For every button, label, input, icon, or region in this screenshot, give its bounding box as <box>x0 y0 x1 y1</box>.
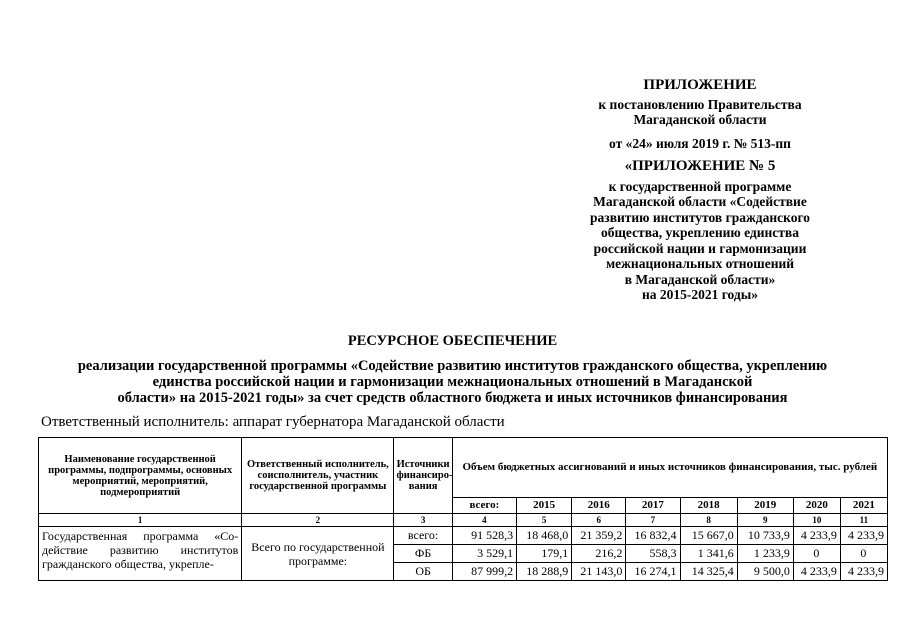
column-number: 1 <box>39 514 242 527</box>
value-cell: 91 528,3 <box>452 527 516 545</box>
value-cell: 87 999,2 <box>452 563 516 581</box>
header-year: 2018 <box>680 498 737 514</box>
column-number: 7 <box>626 514 680 527</box>
appendix-line: к государственной программе <box>608 178 792 194</box>
header-total: всего: <box>452 498 516 514</box>
value-cell: 10 733,9 <box>737 527 793 545</box>
source-cell: ФБ <box>394 545 452 563</box>
program-name-cell: Государственная программа «Со-действие развитию институтов гражданского общества, укрепле- <box>39 527 242 581</box>
value-cell: 21 359,2 <box>572 527 626 545</box>
value-cell: 9 500,0 <box>737 563 793 581</box>
document-title-block <box>40 333 865 406</box>
document-subtitle: единства российской нации и гармонизации межнациональных отношений в Магаданской <box>152 374 753 390</box>
appendix-line: общества, укреплению единства <box>601 225 799 240</box>
appendix-line: на 2015-2021 годы» <box>641 287 759 302</box>
header-executor: Ответственный исполнитель, соисполнитель, участник государственной программы <box>242 438 394 514</box>
source-cell: всего: <box>394 527 452 545</box>
appendix-title: ПРИЛОЖЕНИЕ <box>643 77 757 93</box>
header-volume: Объем бюджетных ассигнований и иных источников финансирования, тыс. рублей <box>452 438 887 498</box>
column-number: 11 <box>840 514 887 527</box>
appendix-line: российской нации и гармонизации <box>593 240 807 256</box>
column-number: 8 <box>680 514 737 527</box>
column-number: 4 <box>452 514 516 527</box>
document-subtitle: области» на 2015-2021 годы» за счет средств областного бюджета и иных источников финансирования <box>117 390 788 406</box>
value-cell: 1 233,9 <box>737 545 793 563</box>
value-cell: 16 832,4 <box>626 527 680 545</box>
value-cell: 4 233,9 <box>793 527 840 545</box>
header-year: 2021 <box>840 498 887 514</box>
value-cell: 216,2 <box>572 545 626 563</box>
header-year: 2019 <box>737 498 793 514</box>
program-executor-cell: Всего по государственной программе: <box>242 527 394 581</box>
value-cell: 14 325,4 <box>680 563 737 581</box>
column-number: 3 <box>394 514 452 527</box>
value-cell: 18 468,0 <box>517 527 572 545</box>
header-year: 2017 <box>626 498 680 514</box>
column-number: 9 <box>737 514 793 527</box>
value-cell: 15 667,0 <box>680 527 737 545</box>
value-cell: 21 143,0 <box>572 563 626 581</box>
value-cell: 179,1 <box>517 545 572 563</box>
appendix-header <box>560 78 840 303</box>
value-cell: 0 <box>793 545 840 563</box>
document-subtitle: реализации государственной программы «Содействие развитию институтов гражданского общества, укреплению <box>77 358 828 374</box>
responsible-executor: Ответственный исполнитель: аппарат губернатора Магаданской области <box>41 414 505 430</box>
header-year: 2016 <box>572 498 626 514</box>
column-number: 2 <box>242 514 394 527</box>
value-cell: 16 274,1 <box>626 563 680 581</box>
appendix-date: от «24» июля 2019 г. № 513-пп <box>609 135 791 151</box>
appendix-title-2: «ПРИЛОЖЕНИЕ № 5 <box>624 158 776 174</box>
value-cell: 18 288,9 <box>517 563 572 581</box>
appendix-line: Магаданской области «Содействие <box>593 194 807 209</box>
column-number: 10 <box>793 514 840 527</box>
appendix-line: развитию институтов гражданского <box>590 209 810 225</box>
resource-table <box>38 437 888 581</box>
value-cell: 558,3 <box>626 545 680 563</box>
value-cell: 4 233,9 <box>840 527 887 545</box>
column-number: 5 <box>517 514 572 527</box>
appendix-line: в Магаданской области» <box>624 271 776 287</box>
document-title: РЕСУРСНОЕ ОБЕСПЕЧЕНИЕ <box>347 333 558 349</box>
value-cell: 1 341,6 <box>680 545 737 563</box>
value-cell: 3 529,1 <box>452 545 516 563</box>
value-cell: 4 233,9 <box>793 563 840 581</box>
appendix-line: Магаданской области <box>633 112 767 127</box>
header-source: Источники финансиро-вания <box>394 438 452 514</box>
header-name: Наименование государственной программы, подпрограммы, основных мероприятий, мероприятий, подмероприятий <box>39 438 242 514</box>
header-year: 2015 <box>517 498 572 514</box>
source-cell: ОБ <box>394 563 452 581</box>
header-year: 2020 <box>793 498 840 514</box>
appendix-line: межнациональных отношений <box>605 256 795 271</box>
value-cell: 4 233,9 <box>840 563 887 581</box>
appendix-line: к постановлению Правительства <box>598 96 802 112</box>
column-number: 6 <box>572 514 626 527</box>
table-row <box>39 527 888 545</box>
value-cell: 0 <box>840 545 887 563</box>
